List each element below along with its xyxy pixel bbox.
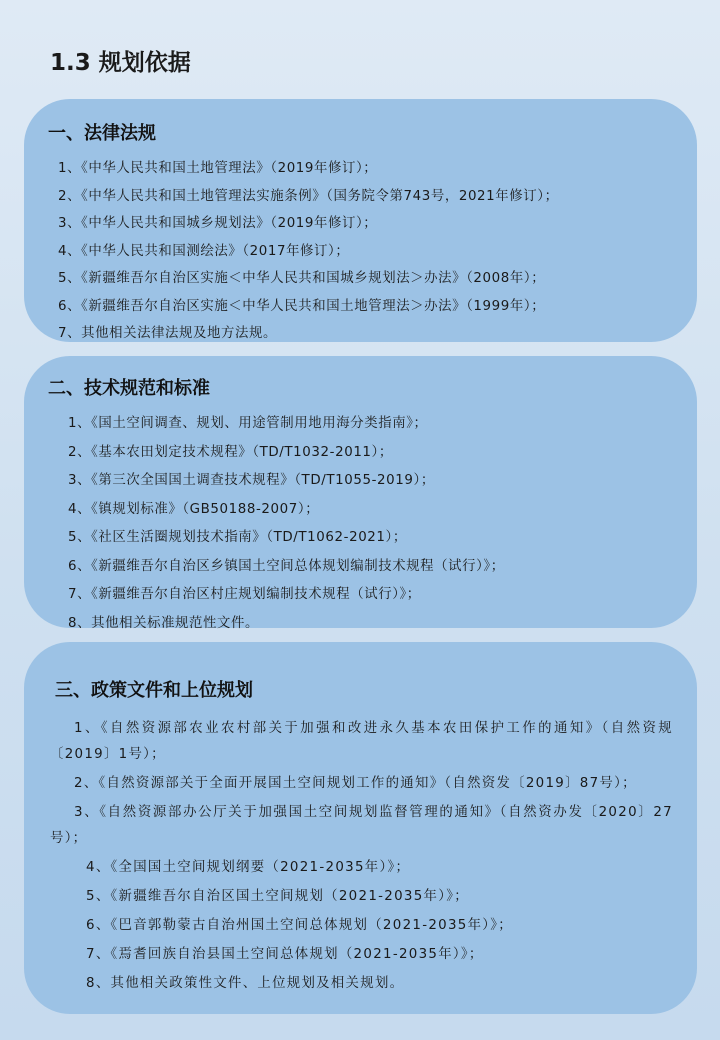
list-item: 2、《中华人民共和国土地管理法实施条例》（国务院令第743号，2021年修订）； [58, 188, 559, 204]
list-item: 1、《中华人民共和国土地管理法》（2019年修订）； [58, 161, 378, 176]
list-item: 6、《巴音郭勒蒙古自治州国土空间总体规划（2021-2035年）》； [86, 918, 513, 933]
list-item: 5、《新疆维吾尔自治区实施＜中华人民共和国城乡规划法＞办法》（2008年）； [58, 271, 546, 286]
list-item: 3、《自然资源部办公厅关于加强国土空间规划监督管理的通知》（自然资办发〔2020〕27号）； [50, 805, 673, 846]
item-list [24, 145, 697, 348]
list-item: 4、《全国国土空间规划纲要（2021-2035年）》； [86, 860, 411, 875]
list-item: 7、《新疆维吾尔自治区村庄规划编制技术规程（试行）》； [68, 587, 421, 602]
list-item: 7、《焉耆回族自治县国土空间总体规划（2021-2035年）》； [86, 947, 484, 962]
list-item: 2、《基本农田划定技术规程》（TD/T1032-2011）； [68, 444, 393, 460]
list-item: 4、《镇规划标准》（GB50188-2007）； [68, 501, 320, 517]
section-technical-standards [24, 356, 697, 631]
section-policy-documents [24, 642, 697, 1014]
list-item: 6、《新疆维吾尔自治区乡镇国土空间总体规划编制技术规程（试行）》； [68, 558, 505, 574]
list-item: 5、《社区生活圈规划技术指南》（TD/T1062-2021）； [68, 530, 407, 545]
list-item: 5、《新疆维吾尔自治区国土空间规划（2021-2035年）》； [86, 889, 469, 904]
list-item: 3、《中华人民共和国城乡规划法》（2019年修订）； [58, 216, 378, 231]
section-heading: 三、政策文件和上位规划 [55, 680, 253, 701]
section-heading: 一、法律法规 [48, 123, 156, 144]
list-item: 8、其他相关政策性文件、上位规划及相关规划。 [86, 976, 405, 991]
item-list [24, 702, 697, 997]
list-item: 2、《自然资源部关于全面开展国土空间规划工作的通知》（自然资发〔2019〕87号）； [74, 776, 637, 791]
list-item: 1、《国土空间调查、规划、用途管制用地用海分类指南》； [68, 416, 428, 431]
list-item: 8、其他相关标准规范性文件。 [68, 615, 259, 631]
list-item: 6、《新疆维吾尔自治区实施＜中华人民共和国土地管理法＞办法》（1999年）； [58, 298, 546, 314]
list-item: 4、《中华人民共和国测绘法》（2017年修订）； [58, 243, 350, 259]
list-item: 1、《自然资源部农业农村部关于加强和改进永久基本农田保护工作的通知》（自然资规〔2019〕1号）； [50, 721, 673, 762]
page-title: 1.3 规划依据 [50, 50, 191, 76]
section-heading: 二、技术规范和标准 [48, 378, 210, 399]
list-item: 7、其他相关法律法规及地方法规。 [58, 326, 277, 341]
item-list [24, 400, 697, 638]
section-laws [24, 99, 697, 342]
list-item: 3、《第三次全国国土调查技术规程》（TD/T1055-2019）； [68, 473, 435, 488]
